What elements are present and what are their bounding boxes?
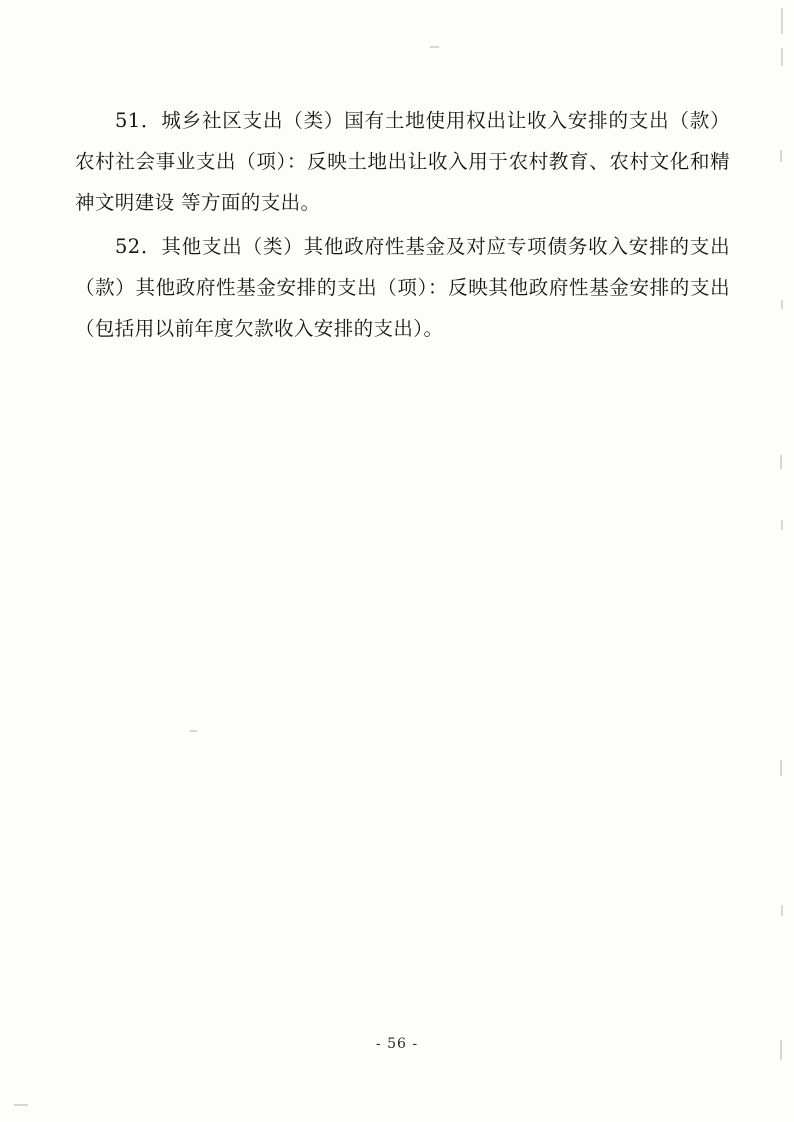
paragraph-52: 52．其他支出（类）其他政府性基金及对应专项债务收入安排的支出（款）其他政府性基金安排的支出（项）：反映其他政府性基金安排的支出（包括用以前年度欠款收入安排的支出）。 — [75, 235, 730, 340]
scan-artifact — [781, 300, 783, 309]
document-body — [75, 100, 730, 351]
scan-artifact — [780, 760, 782, 776]
scan-artifact — [781, 905, 783, 916]
scan-artifact — [781, 8, 783, 34]
scan-artifact — [780, 455, 782, 469]
scan-artifact — [780, 150, 782, 162]
scan-artifact — [781, 520, 783, 530]
paragraph-51: 51．城乡社区支出（类）国有土地使用权出让收入安排的支出（款）农村社会事业支出（项）：反映土地出让收入用于农村教育、农村文化和精神文明建设 等方面的支出。 — [75, 109, 730, 214]
scan-artifact — [14, 1104, 28, 1106]
page-number: - 56 - — [375, 1036, 419, 1052]
scan-artifact — [190, 730, 197, 732]
scan-artifact — [781, 48, 783, 66]
scan-artifact — [430, 46, 439, 48]
